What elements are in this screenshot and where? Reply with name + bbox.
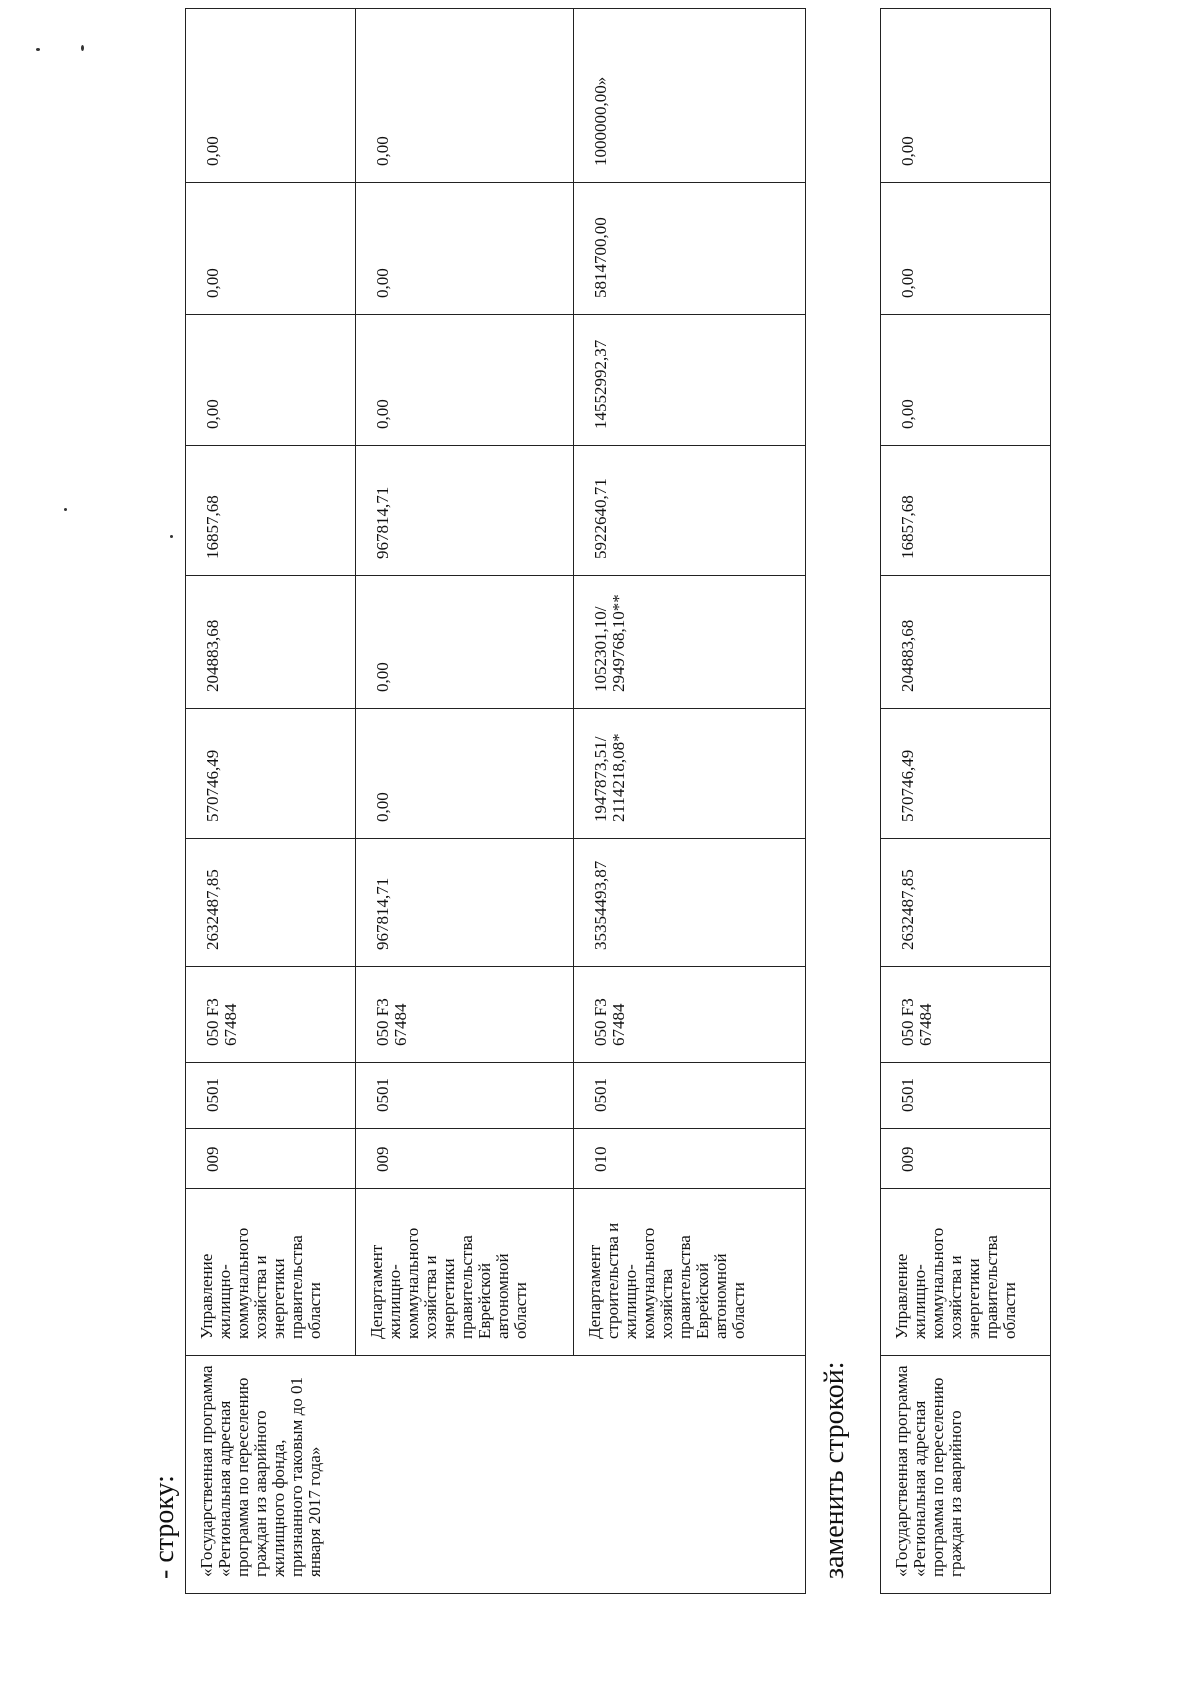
year-value-cell: 0,00 bbox=[356, 9, 574, 183]
year-value-cell: 967814,71 bbox=[356, 446, 574, 576]
year-value-cell: 0,00 bbox=[186, 315, 356, 446]
file-reference bbox=[110, 0, 130, 547]
rzpr-cell: 0501 bbox=[186, 1063, 356, 1129]
table-row bbox=[881, 9, 1051, 1594]
grbs-cell: 010 bbox=[574, 1129, 806, 1189]
scan-speck bbox=[170, 535, 173, 538]
year-value-cell: 5814700,00 bbox=[574, 183, 806, 315]
total-cell: 2632487,85 bbox=[186, 839, 356, 967]
year-value-cell: 5922640,71 bbox=[574, 446, 806, 576]
replacement-table bbox=[880, 8, 1051, 1594]
year-value-cell: 16857,68 bbox=[881, 446, 1051, 576]
year-value-cell: 204883,68 bbox=[186, 576, 356, 709]
year-value-cell: 204883,68 bbox=[881, 576, 1051, 709]
year-value-cell: 570746,49 bbox=[186, 709, 356, 839]
year-value-cell: 0,00 bbox=[186, 9, 356, 183]
total-cell: 2632487,85 bbox=[881, 839, 1051, 967]
year-value-cell: 0,00 bbox=[356, 315, 574, 446]
executor-cell: Департамент жилищно-коммунального хозяйства и энергетики правительства Еврейской автономной области bbox=[356, 1189, 574, 1356]
executor-cell: Департамент строительства и жилищно-коммунального хозяйства правительства Еврейской автономной области bbox=[574, 1189, 806, 1356]
rzpr-cell: 0501 bbox=[356, 1063, 574, 1129]
program-name-cell: «Государственная программа «Региональная адресная программа по переселению граждан из аварийного bbox=[881, 1356, 1051, 1594]
grbs-cell: 009 bbox=[356, 1129, 574, 1189]
year-value-cell: 1947873,51/ 2114218,08* bbox=[574, 709, 806, 839]
original-table bbox=[185, 8, 806, 1594]
year-value-cell: 0,00 bbox=[356, 709, 574, 839]
scan-speck bbox=[64, 508, 67, 511]
table-row bbox=[186, 9, 356, 1594]
total-cell: 967814,71 bbox=[356, 839, 574, 967]
year-value-cell: 0,00 bbox=[356, 183, 574, 315]
total-cell: 35354493,87 bbox=[574, 839, 806, 967]
rzpr-cell: 0501 bbox=[574, 1063, 806, 1129]
year-value-cell: 0,00 bbox=[881, 315, 1051, 446]
csr-cell: 050 F3 67484 bbox=[186, 967, 356, 1063]
heading-replacement-row: заменить строкой: bbox=[819, 1361, 850, 1579]
year-value-cell: 1052301,10/ 2949768,10** bbox=[574, 576, 806, 709]
year-value-cell: 14552992,37 bbox=[574, 315, 806, 446]
executor-cell: Управление жилищно-коммунального хозяйства и энергетики правительства области bbox=[186, 1189, 356, 1356]
csr-cell: 050 F3 67484 bbox=[356, 967, 574, 1063]
rzpr-cell: 0501 bbox=[881, 1063, 1051, 1129]
year-value-cell: 0,00 bbox=[356, 576, 574, 709]
grbs-cell: 009 bbox=[186, 1129, 356, 1189]
scan-speck bbox=[81, 45, 84, 51]
scan-speck bbox=[36, 48, 40, 51]
program-name-cell: «Государственная программа «Региональная адресная программа по переселению граждан из аварийного жилищного фонда, признанного таковым до 01 января 2017 года» bbox=[186, 1356, 806, 1594]
executor-cell: Управление жилищно-коммунального хозяйства и энергетики правительства области bbox=[881, 1189, 1051, 1356]
year-value-cell: 570746,49 bbox=[881, 709, 1051, 839]
grbs-cell: 009 bbox=[881, 1129, 1051, 1189]
year-value-cell: 0,00 bbox=[881, 9, 1051, 183]
year-value-cell: 16857,68 bbox=[186, 446, 356, 576]
year-value-cell: 0,00 bbox=[186, 183, 356, 315]
heading-original-row: - строку: bbox=[149, 1475, 180, 1579]
csr-cell: 050 F3 67484 bbox=[881, 967, 1051, 1063]
year-value-cell: 0,00 bbox=[881, 183, 1051, 315]
csr-cell: 050 F3 67484 bbox=[574, 967, 806, 1063]
year-value-cell: 1000000,00» bbox=[574, 9, 806, 183]
